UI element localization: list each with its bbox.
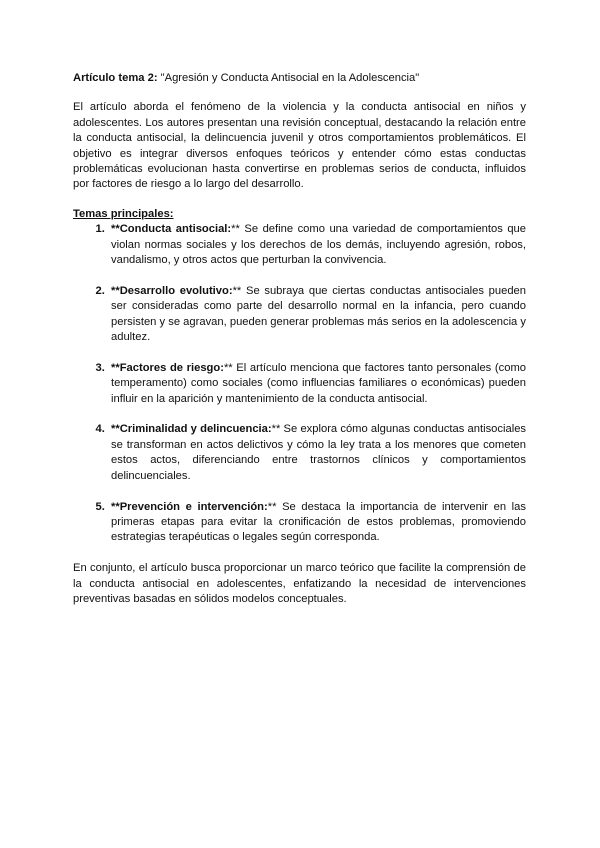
list-item — [108, 284, 526, 346]
topics-list — [73, 222, 526, 545]
list-item — [108, 361, 526, 407]
topic-body: El artículo menciona que factores tanto personales (como temperamento) como sociales (como influencias familiares o económicas) pueden influir en la aparición y mantenimiento de la conducta antisocial. — [111, 361, 526, 405]
list-item — [108, 222, 526, 268]
topic-heading: **Criminalidad y delincuencia: — [111, 423, 272, 436]
conclusion-paragraph: En conjunto, el artículo busca proporcionar un marco teórico que facilite la comprensión de la conducta antisocial en adolescentes, enfatizando la necesidad de intervenciones preventivas basadas en sólidos modelos conceptuales. — [73, 562, 526, 605]
list-item — [108, 500, 526, 546]
topic-marker: ** — [271, 423, 281, 436]
topic-body: Se destaca la importancia de intervenir en las primeras etapas para evitar la cronificación de estos problemas, promoviendo estrategias terapéuticas o legales según corresponda. — [111, 500, 526, 544]
topic-body: Se define como una variedad de comportamientos que violan normas sociales y los derechos de los demás, incluyendo agresión, robos, vandalismo, y otros actos que perturban la convivencia. — [111, 223, 526, 267]
document-title — [73, 71, 526, 86]
topics-heading: Temas principales: — [73, 207, 174, 220]
topic-marker: ** — [232, 284, 242, 297]
topic-body: Se subraya que ciertas conductas antisociales pueden ser consideradas como parte del desarrollo normal en la infancia, pero cuando persisten y se agravan, pueden generar problemas más serios en la adolescencia y adultez. — [111, 284, 526, 344]
topic-heading: **Prevención e intervención: — [111, 500, 268, 513]
title-text: "Agresión y Conducta Antisocial en la Adolescencia" — [157, 72, 420, 84]
topic-heading: **Desarrollo evolutivo: — [111, 284, 233, 297]
document-body — [73, 71, 526, 621]
topic-heading: **Factores de riesgo: — [111, 361, 224, 374]
list-item — [108, 422, 526, 484]
topic-marker: ** — [267, 500, 277, 513]
title-label: Artículo tema 2: — [73, 72, 158, 84]
intro-paragraph: El artículo aborda el fenómeno de la violencia y la conducta antisocial en niños y adolescentes. Los autores presentan una revisión conceptual, destacando la relación entre la conducta antisocial, la delincuencia juvenil y otros comportamientos problemáticos. El objetivo es integrar diversos enfoques teóricos y entender cómo estas conductas problemáticas evolucionan hasta convertirse en problemas serios de conducta, influidos por factores de riesgo a lo largo del desarrollo. — [73, 101, 526, 191]
topic-marker: ** — [231, 223, 240, 236]
topic-heading: **Conducta antisocial: — [111, 223, 232, 236]
topic-marker: ** — [223, 361, 233, 374]
topic-body: Se explora cómo algunas conductas antisociales se transforman en actos delictivos y cómo la ley trata a los menores que cometen estos actos, diferenciando entre trastornos clínicos y comportamientos delincuenciales. — [111, 423, 527, 482]
